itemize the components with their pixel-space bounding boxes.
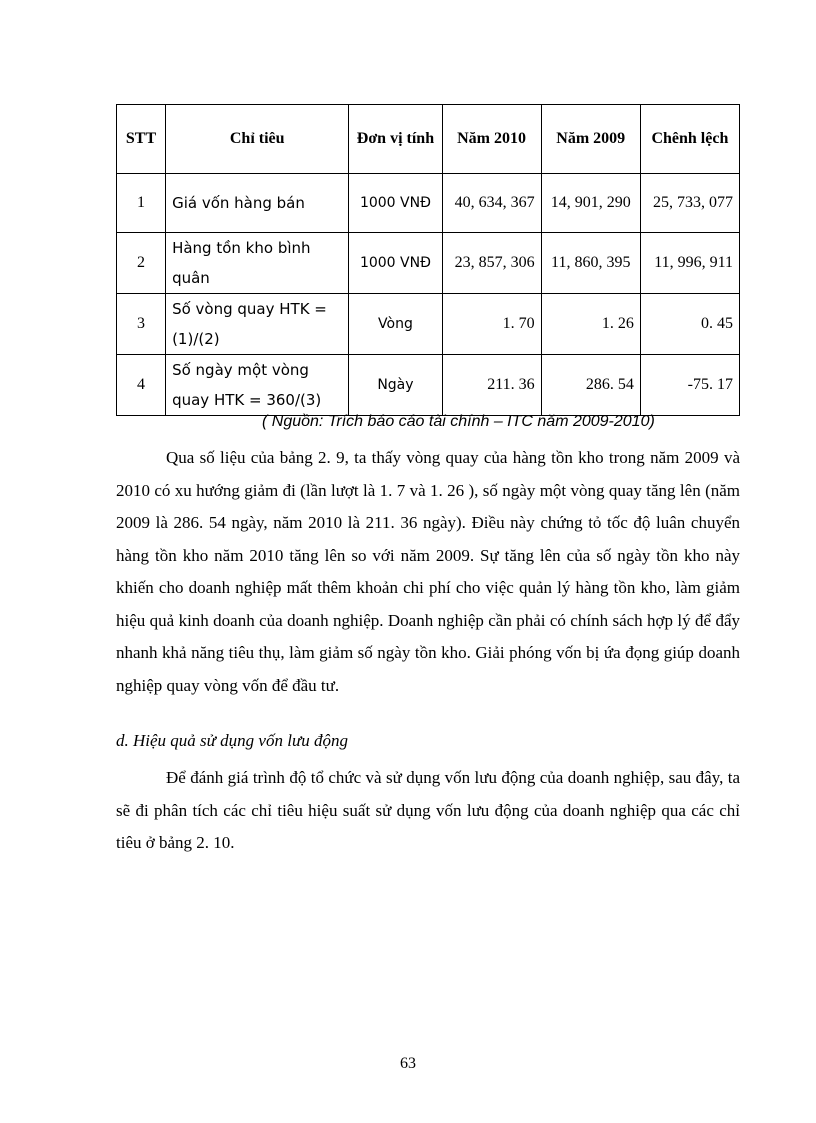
row-value-2009: 286. 54: [541, 355, 640, 416]
body-paragraph-1: Qua số liệu của bảng 2. 9, ta thấy vòng quay của hàng tồn kho trong năm 2009 và 2010 có xu hướng giảm đi (lần lượt là 1. 7 và 1. 26 ), số ngày một vòng quay tăng lên (năm 2009 là 286. 54 ngày, năm 2010 là 211. 36 ngày). Điều này chứng tỏ tốc độ luân chuyển hàng tồn kho năm 2010 tăng lên so với năm 2009. Sự tăng lên của số ngày tồn kho này khiến cho doanh nghiệp mất thêm khoản chi phí cho việc quản lý hàng tồn kho, làm giảm hiệu quả kinh doanh của doanh nghiệp. Doanh nghiệp cần phải có chính sách hợp lý để đẩy nhanh khả năng tiêu thụ, làm giảm số ngày tồn kho. Giải phóng vốn bị ứa đọng giúp doanh nghiệp quay vòng vốn để đầu tư.: [116, 448, 740, 695]
row-value-2010: 1. 70: [442, 294, 541, 355]
header-year-2010: Năm 2010: [442, 105, 541, 174]
inventory-turnover-table: [116, 104, 740, 416]
header-stt: STT: [117, 105, 166, 174]
row-value-2009: 1. 26: [541, 294, 640, 355]
row-difference: -75. 17: [640, 355, 739, 416]
table-row: [117, 233, 740, 294]
table-row: [117, 174, 740, 233]
row-value-2009: 11, 860, 395: [541, 233, 640, 294]
row-stt: 2: [117, 233, 166, 294]
row-stt: 4: [117, 355, 166, 416]
row-value-2009: 14, 901, 290: [541, 174, 640, 233]
header-unit: Đơn vị tính: [349, 105, 442, 174]
row-difference: 11, 996, 911: [640, 233, 739, 294]
table-header-row: [117, 105, 740, 174]
row-unit: Vòng: [349, 294, 442, 355]
header-indicator: Chỉ tiêu: [166, 105, 349, 174]
body-paragraph-2: Để đánh giá trình độ tổ chức và sử dụng vốn lưu động của doanh nghiệp, sau đây, ta sẽ đi phân tích các chỉ tiêu hiệu suất sử dụng vốn lưu động của doanh nghiệp qua các chỉ tiêu ở bảng 2. 10.: [116, 768, 740, 852]
row-unit: Ngày: [349, 355, 442, 416]
row-indicator: Số ngày một vòng quay HTK = 360/(3): [166, 355, 349, 416]
header-difference: Chênh lệch: [640, 105, 739, 174]
row-indicator: Số vòng quay HTK = (1)/(2): [166, 294, 349, 355]
table-row: [117, 294, 740, 355]
row-value-2010: 23, 857, 306: [442, 233, 541, 294]
table-row: [117, 355, 740, 416]
table-source-note: ( Nguồn: Trích báo cáo tài chính – ITC năm 2009-2010): [262, 413, 655, 430]
row-difference: 25, 733, 077: [640, 174, 739, 233]
row-unit: 1000 VNĐ: [349, 174, 442, 233]
row-indicator: Hàng tồn kho bình quân: [166, 233, 349, 294]
row-value-2010: 40, 634, 367: [442, 174, 541, 233]
row-value-2010: 211. 36: [442, 355, 541, 416]
row-difference: 0. 45: [640, 294, 739, 355]
section-heading: d. Hiệu quả sử dụng vốn lưu động: [116, 731, 348, 750]
row-stt: 1: [117, 174, 166, 233]
row-stt: 3: [117, 294, 166, 355]
row-unit: 1000 VNĐ: [349, 233, 442, 294]
page-number: 63: [400, 1055, 416, 1072]
header-year-2009: Năm 2009: [541, 105, 640, 174]
row-indicator: Giá vốn hàng bán: [166, 174, 349, 233]
